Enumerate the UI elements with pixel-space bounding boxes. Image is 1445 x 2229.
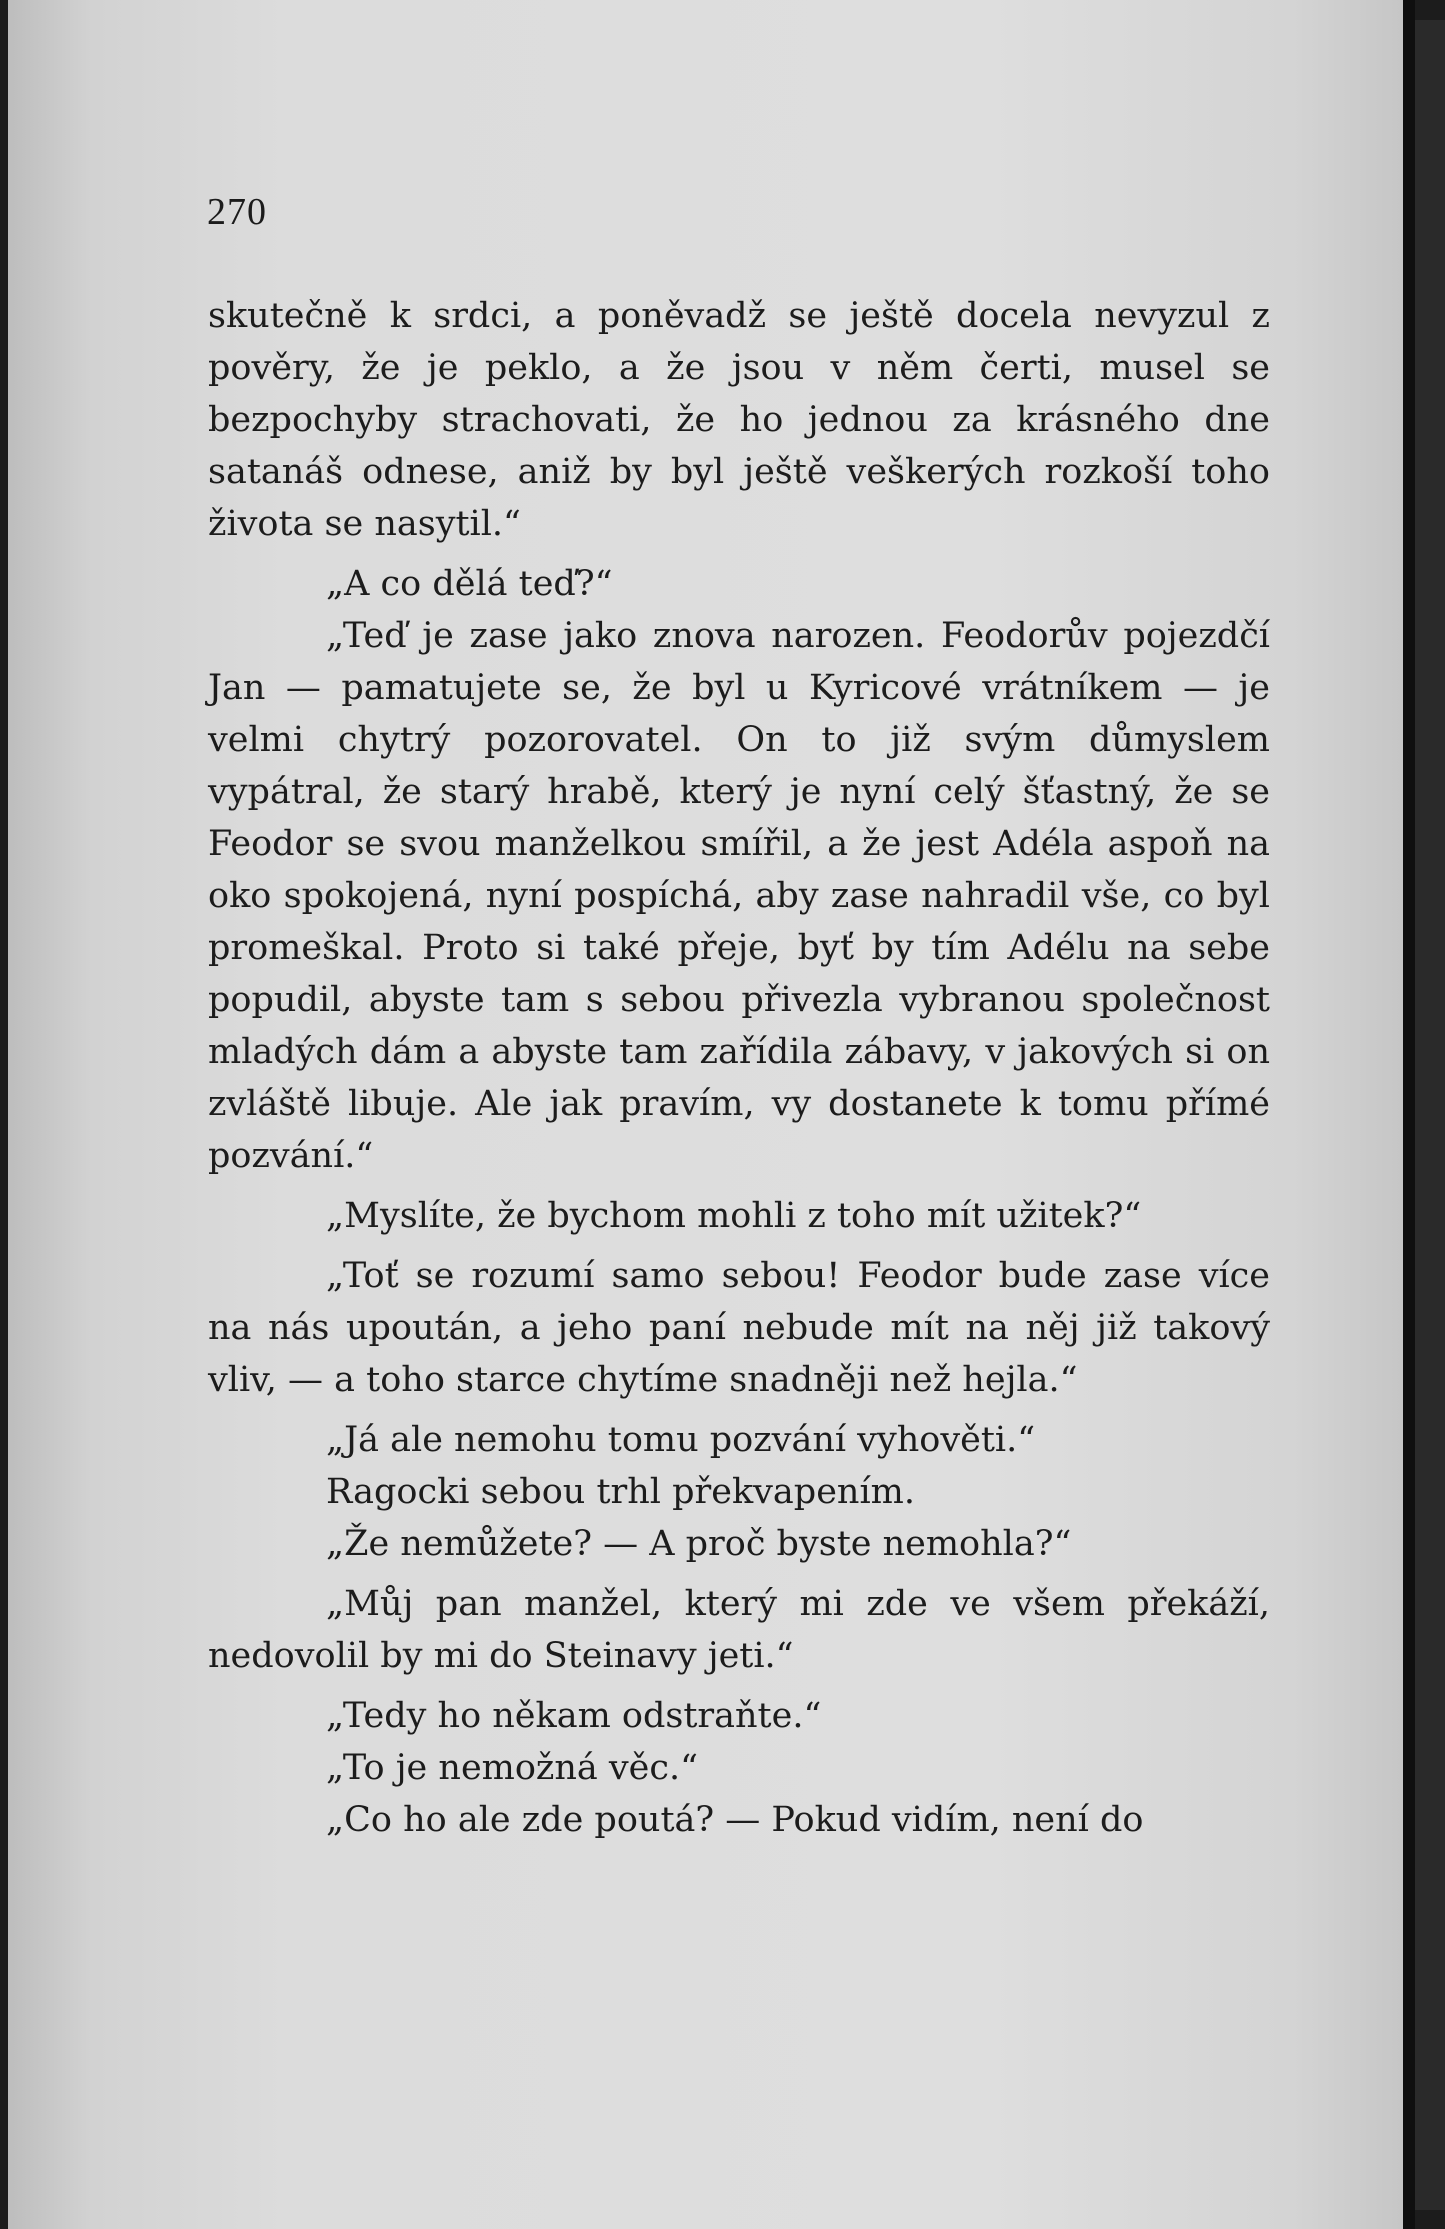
paragraph: Ragocki sebou trhl překvapením.: [326, 1472, 915, 1512]
page-number: 270: [207, 191, 267, 233]
adjacent-page-sliver: [1415, 20, 1445, 2210]
paragraph: „To je nemožná věc.“: [326, 1748, 698, 1788]
paragraph: „Co ho ale zde poutá? — Pokud vidím, není do: [326, 1800, 1144, 1840]
paragraph: „Teď je zase jako znova narozen. Feodorův pojezdčí Jan — pamatujete se, že byl u Kyricové vrátníkem — je velmi chytrý pozorovatel. On to již svým důmyslem vypátral, že starý hrabě, který je nyní celý šťastný, že se Feodor se svou manželkou smířil, a že jest Adéla aspoň na oko spokojená, nyní pospíchá, aby zase nahradil vše, co byl promeškal. Proto si také přeje, byť by tím Adélu na sebe popudil, abyste tam s sebou přivezla vybranou společnost mladých dám a abyste tam zařídila zábavy, v jakových si on zvláště libuje. Ale jak pravím, vy dostanete k tomu přímé pozvání.“: [208, 616, 1270, 1176]
paragraph: „Že nemůžete? — A proč byste nemohla?“: [326, 1524, 1072, 1564]
paragraph: „Myslíte, že bychom mohli z toho mít užitek?“: [326, 1196, 1142, 1236]
paragraph: skutečně k srdci, a poněvadž se ještě docela nevyzul z pověry, že je peklo, a že jsou v něm čerti, musel se bezpochyby strachovati, že ho jednou za krásného dne satanáš odnese, aniž by byl ještě veškerých rozkoší toho života se nasytil.“: [208, 296, 1270, 544]
page-edge-shadow: [1403, 0, 1415, 2229]
body-text: [208, 290, 1270, 1846]
paragraph: „Toť se rozumí samo sebou! Feodor bude zase více na nás upoután, a jeho paní nebude mít na něj již takový vliv, — a toho starce chytíme snadněji než hejla.“: [208, 1256, 1270, 1400]
paragraph: „Já ale nemohu tomu pozvání vyhověti.“: [326, 1420, 1036, 1460]
paragraph: „A co dělá teď?“: [326, 564, 613, 604]
paragraph: „Tedy ho někam odstraňte.“: [326, 1696, 822, 1736]
paragraph: „Můj pan manžel, který mi zde ve všem překáží, nedovolil by mi do Steinavy jeti.“: [208, 1584, 1270, 1676]
